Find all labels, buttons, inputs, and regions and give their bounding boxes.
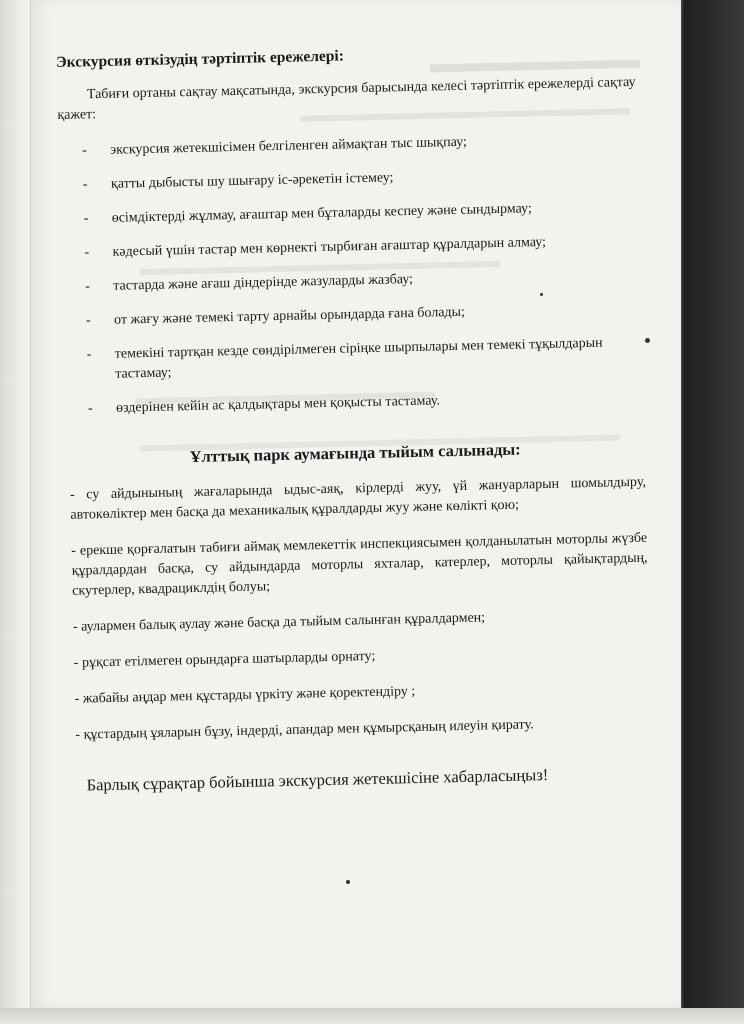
prohibition-item: - аулармен балық аулау және басқа да тыйым салынған құралдармен; [72, 610, 486, 635]
rule-item [62, 299, 642, 332]
rule-item [60, 231, 640, 264]
rule-text: өздерінен кейін ас қалдықтары мен қоқысты тастамау. [115, 393, 441, 416]
prohibition-item: - рұқсат етілмеген орындарға шатырларды орнату; [73, 648, 376, 671]
rule-text: кәдесый үшін тастар мен көрнекті тырбиған ағаштар құралдарын алмау; [112, 234, 547, 260]
page-title: Экскурсия өткізудің тәртіптік ережелері: [56, 47, 345, 71]
ink-speck [346, 880, 350, 884]
rule-item [61, 265, 641, 298]
page-bottom-edge [0, 1008, 744, 1024]
dash-marker: - [84, 245, 90, 261]
dash-marker: - [82, 143, 88, 159]
rule-text: темекіні тартқан кезде сөндірілмеген сіріңке шырпылары мен темекі тұқылдарын тастамау; [114, 335, 603, 382]
rule-item [58, 129, 638, 162]
dash-marker: - [86, 347, 92, 363]
rule-item [64, 387, 644, 420]
prohibitions-list [66, 473, 652, 746]
rule-text: от жағу және темекі тарту арнайы орындарда ғана болады; [113, 304, 466, 328]
prohibition-item: - жабайы аңдар мен құстарды үркіту және қоректендіру ; [74, 684, 416, 707]
rule-text: тастарда және ағаш діндерінде жазуларды жазбау; [113, 271, 414, 294]
dash-marker: - [82, 177, 88, 193]
dash-marker: - [83, 211, 89, 227]
dash-marker: - [85, 313, 91, 329]
dash-marker: - [85, 279, 91, 295]
rule-text: экскурсия жетекшісімен белгіленген аймақтан тыс шықпау; [110, 134, 468, 158]
ink-speck [645, 338, 650, 343]
closing-note: Барлық сұрақтар бойынша экскурсия жетекшісіне хабарласыңыз! [86, 765, 549, 795]
section-heading: Ұлттық парк аумағында тыйым салынады: [189, 439, 521, 467]
prohibition-item: - құстардың ұяларын бұзу, індерді, апандар мен құмырсқаның илеуін қирату. [75, 717, 534, 743]
prohibition-item: - су айдынының жағаларында ыдыс-аяқ, кірлерді жуу, үй жануарларын шомылдыру, автокөліктер мен басқа да механикалық құралдарды жуу және көлікті қою; [69, 474, 647, 523]
document-body [56, 41, 653, 796]
rule-item [60, 197, 640, 230]
rule-item [59, 163, 639, 196]
prohibition-item: - ерекше қорғалатын табиғи аймақ мемлекеттік инспекциясымен қолданылатын моторлы жүзбе құралдардан басқа, су айдындарда моторлы яхталар, катерлер, моторлы қайықтардың, скутерлер, квадрациклдің болуы; [71, 530, 648, 599]
rule-item [63, 333, 644, 386]
rules-list [58, 129, 644, 420]
intro-paragraph: Табиғи ортаны сақтау мақсатында, экскурсия барысында келесі тәртіптік ережелерді сақтау қажет: [57, 74, 636, 123]
rule-text: өсімдіктерді жұлмау, ағаштар мен бұталарды кеспеу және сындырмау; [111, 201, 532, 226]
dash-marker: - [87, 401, 93, 417]
rule-text: қатты дыбысты шу шығару іс-әрекетін істемеу; [110, 170, 394, 192]
